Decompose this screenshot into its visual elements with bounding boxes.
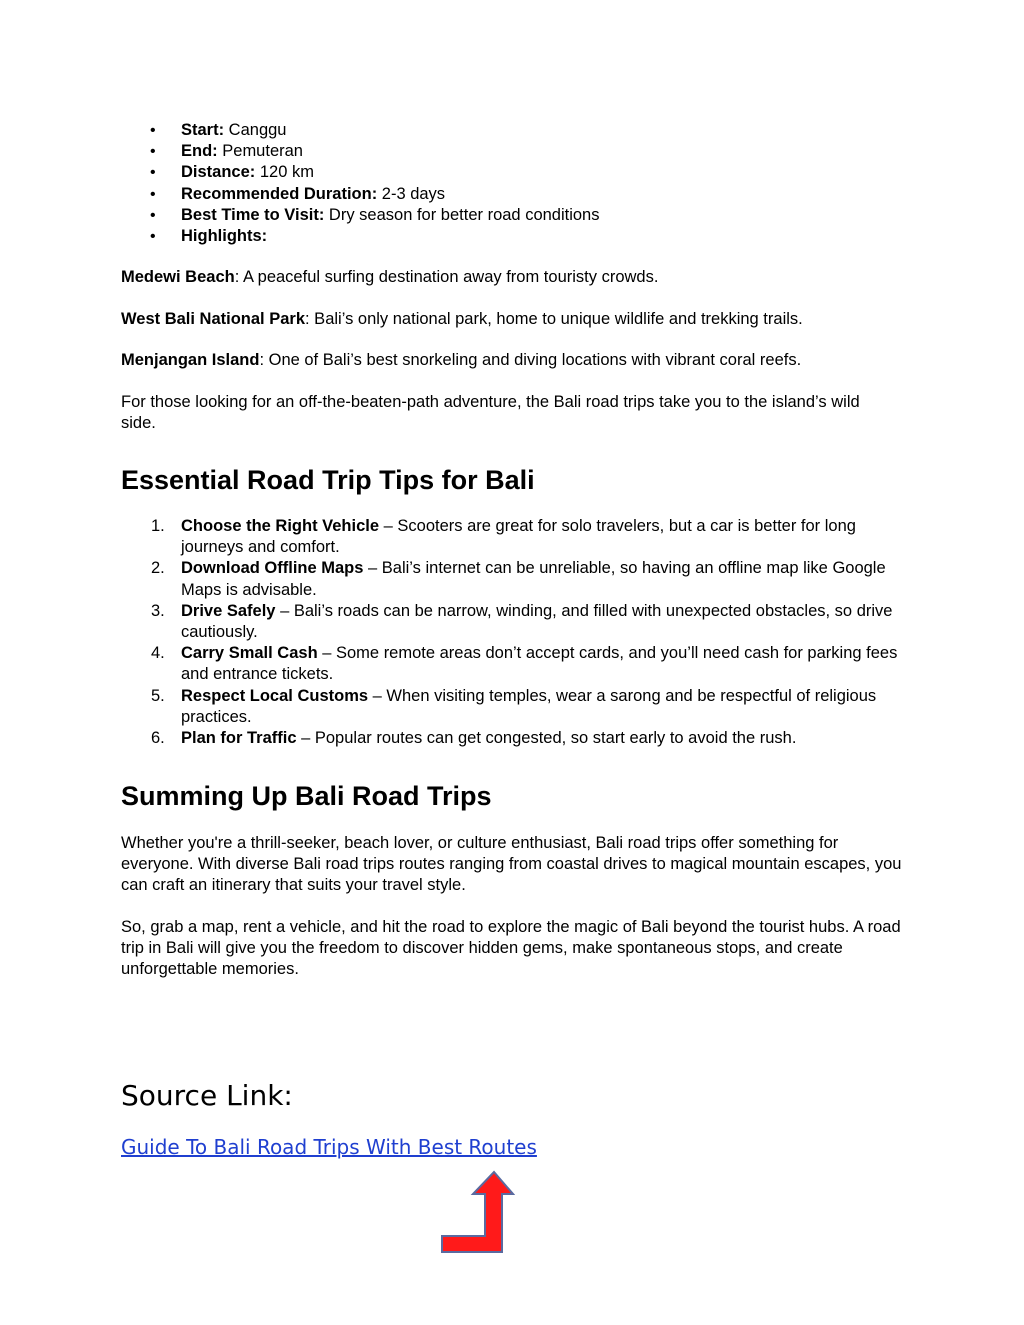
list-item: 4. Carry Small Cash – Some remote areas don’t accept cards, and you’ll need cash for parking fees and entrance tickets.: [151, 644, 898, 684]
summary-heading: Summing Up Bali Road Trips: [121, 781, 492, 811]
list-item: • Start: Canggu: [121, 120, 600, 141]
up-arrow-icon: [439, 1170, 515, 1254]
highlight-menjangan: Menjangan Island: One of Bali’s best snorkeling and diving locations with vibrant coral reefs.: [121, 351, 802, 369]
list-item: • Distance: 120 km: [121, 162, 600, 183]
tips-heading: Essential Road Trip Tips for Bali: [121, 465, 535, 495]
highlight-west-bali: West Bali National Park: Bali’s only national park, home to unique wildlife and trekking trails.: [121, 310, 803, 328]
tips-list: [121, 516, 911, 749]
list-item: 3. Drive Safely – Bali’s roads can be narrow, winding, and filled with unexpected obstacles, so drive cautiously.: [151, 601, 893, 642]
route-details-list: [121, 120, 600, 247]
list-item: 5. Respect Local Customs – When visiting temples, wear a sarong and be respectful of religious practices.: [151, 686, 877, 726]
intro-paragraph: For those looking for an off-the-beaten-path adventure, the Bali road trips take you to the island’s wild side.: [121, 393, 860, 433]
list-item: • Highlights:: [121, 226, 600, 247]
list-item: • Best Time to Visit: Dry season for better road conditions: [121, 205, 600, 226]
list-item: • End: Pemuteran: [121, 141, 600, 162]
list-item: 1. Choose the Right Vehicle – Scooters are great for solo travelers, but a car is better for long journeys and comfort.: [151, 517, 856, 557]
summary-paragraph: Whether you're a thrill-seeker, beach lover, or culture enthusiast, Bali road trips offer something for everyone. With diverse Bali road trips routes ranging from coastal drives to magical mountain escapes, you can craft an itinerary that suits your travel style.: [121, 834, 902, 895]
summary-paragraph: So, grab a map, rent a vehicle, and hit the road to explore the magic of Bali beyond the tourist hubs. A road trip in Bali will give you the freedom to discover hidden gems, make spontaneous stops, and create unforgettable memories.: [121, 918, 901, 979]
highlight-medewi: Medewi Beach: A peaceful surfing destination away from touristy crowds.: [121, 268, 659, 286]
source-link[interactable]: Guide To Bali Road Trips With Best Routes: [121, 1135, 537, 1159]
list-item: • Recommended Duration: 2-3 days: [121, 184, 600, 205]
list-item: 2. Download Offline Maps – Bali’s internet can be unreliable, so having an offline map like Google Maps is advisable.: [151, 559, 886, 599]
list-item: 6. Plan for Traffic – Popular routes can get congested, so start early to avoid the rush.: [151, 729, 797, 748]
source-title: Source Link:: [121, 1079, 293, 1112]
